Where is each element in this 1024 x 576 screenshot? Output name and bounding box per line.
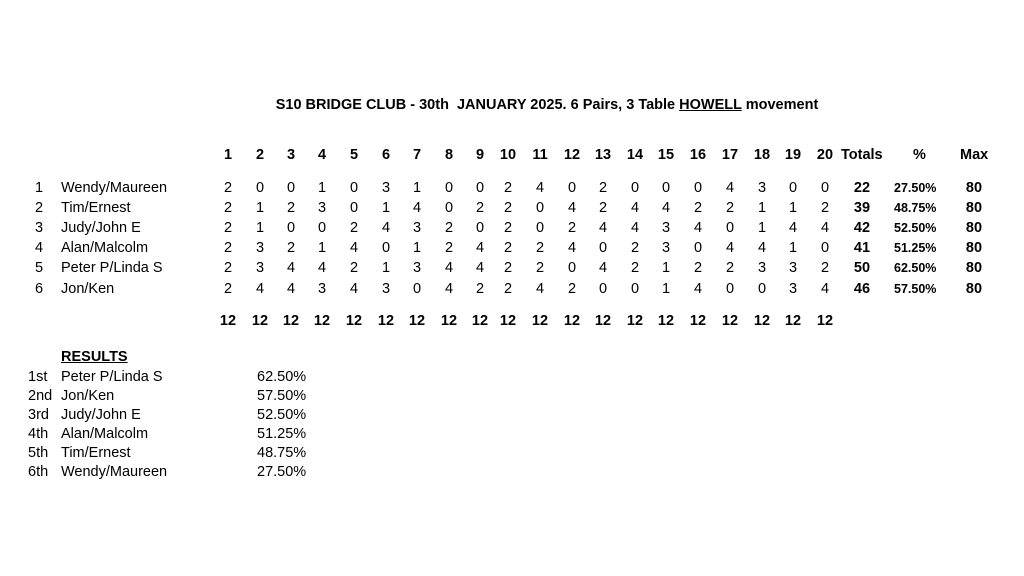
score-cell: 1: [317, 180, 327, 196]
score-cell: 3: [788, 281, 798, 297]
score-cell: 2: [223, 260, 233, 276]
score-cell: 2: [725, 200, 735, 216]
score-cell: 4: [475, 260, 485, 276]
score-cell: 4: [820, 220, 830, 236]
score-cell: 3: [788, 260, 798, 276]
score-cell: 1: [412, 180, 422, 196]
column-total: 12: [689, 313, 707, 329]
pair-name: Jon/Ken: [61, 281, 115, 297]
column-total: 12: [816, 313, 834, 329]
score-cell: 2: [349, 220, 359, 236]
result-percent: 51.25%: [257, 426, 307, 442]
board-header: 19: [784, 147, 802, 163]
pair-total: 22: [853, 180, 871, 196]
pair-max: 80: [965, 180, 983, 196]
column-total: 12: [251, 313, 269, 329]
score-cell: 1: [412, 240, 422, 256]
result-name: Jon/Ken: [61, 388, 115, 404]
board-header: 6: [381, 147, 391, 163]
column-total: 12: [531, 313, 549, 329]
result-percent: 52.50%: [257, 407, 307, 423]
score-cell: 2: [535, 260, 545, 276]
score-cell: 0: [255, 180, 265, 196]
column-total: 12: [657, 313, 675, 329]
score-cell: 3: [661, 240, 671, 256]
score-cell: 4: [661, 200, 671, 216]
score-cell: 2: [820, 260, 830, 276]
result-place: 6th: [28, 464, 49, 480]
result-percent: 57.50%: [257, 388, 307, 404]
score-cell: 3: [317, 200, 327, 216]
column-total: 12: [594, 313, 612, 329]
score-cell: 1: [757, 200, 767, 216]
score-cell: 0: [535, 200, 545, 216]
result-percent: 27.50%: [257, 464, 307, 480]
score-cell: 4: [693, 220, 703, 236]
pair-percent: 48.75%: [894, 201, 937, 215]
pair-total: 50: [853, 260, 871, 276]
pair-number: 5: [35, 260, 44, 276]
result-name: Alan/Malcolm: [61, 426, 149, 442]
score-cell: 0: [475, 180, 485, 196]
score-cell: 2: [630, 240, 640, 256]
score-cell: 2: [567, 220, 577, 236]
score-cell: 2: [475, 200, 485, 216]
column-total: 12: [626, 313, 644, 329]
board-header: 14: [626, 147, 644, 163]
score-cell: 4: [255, 281, 265, 297]
score-cell: 0: [444, 200, 454, 216]
score-cell: 0: [535, 220, 545, 236]
title-howell: HOWELL: [679, 97, 742, 113]
column-total: 12: [721, 313, 739, 329]
column-total: 12: [219, 313, 237, 329]
score-cell: 0: [725, 281, 735, 297]
score-cell: 0: [598, 240, 608, 256]
board-header: 7: [412, 147, 422, 163]
score-cell: 4: [412, 200, 422, 216]
page-title: [0, 97, 1024, 113]
title-suffix: movement: [741, 97, 819, 113]
score-cell: 1: [788, 240, 798, 256]
result-name: Judy/John E: [61, 407, 141, 423]
score-cell: 0: [820, 180, 830, 196]
score-cell: 2: [444, 240, 454, 256]
board-header: 8: [444, 147, 454, 163]
score-cell: 2: [503, 260, 513, 276]
result-place: 1st: [28, 369, 48, 385]
title-prefix: S10 BRIDGE CLUB - 30th JANUARY 2025. 6 Pairs, 3 Table: [275, 97, 680, 113]
score-cell: 0: [286, 180, 296, 196]
board-header: 20: [816, 147, 834, 163]
score-cell: 0: [788, 180, 798, 196]
score-cell: 2: [725, 260, 735, 276]
score-cell: 0: [567, 260, 577, 276]
pair-max: 80: [965, 281, 983, 297]
score-cell: 0: [381, 240, 391, 256]
score-cell: 4: [381, 220, 391, 236]
pair-max: 80: [965, 200, 983, 216]
score-cell: 1: [317, 240, 327, 256]
pair-max: 80: [965, 240, 983, 256]
pair-percent: 52.50%: [894, 221, 937, 235]
score-cell: 4: [444, 260, 454, 276]
column-total: 12: [440, 313, 458, 329]
pct-header: %: [913, 147, 926, 163]
score-cell: 4: [630, 200, 640, 216]
score-cell: 4: [630, 220, 640, 236]
score-cell: 2: [349, 260, 359, 276]
score-cell: 2: [630, 260, 640, 276]
pair-name: Judy/John E: [61, 220, 141, 236]
result-name: Wendy/Maureen: [61, 464, 168, 480]
score-cell: 1: [757, 220, 767, 236]
score-cell: 3: [381, 281, 391, 297]
result-percent: 48.75%: [257, 445, 307, 461]
score-cell: 2: [503, 281, 513, 297]
score-cell: 1: [255, 200, 265, 216]
board-header: 11: [532, 147, 548, 163]
score-cell: 3: [412, 220, 422, 236]
score-cell: 2: [503, 200, 513, 216]
score-cell: 4: [349, 240, 359, 256]
score-cell: 2: [535, 240, 545, 256]
score-cell: 3: [757, 260, 767, 276]
score-cell: 4: [693, 281, 703, 297]
score-cell: 0: [630, 281, 640, 297]
score-cell: 0: [567, 180, 577, 196]
score-cell: 2: [475, 281, 485, 297]
totals-header: Totals: [841, 147, 883, 163]
pair-percent: 51.25%: [894, 241, 937, 255]
pair-percent: 27.50%: [894, 181, 937, 195]
score-cell: 2: [286, 200, 296, 216]
score-cell: 2: [503, 180, 513, 196]
score-cell: 4: [535, 281, 545, 297]
pair-total: 39: [853, 200, 871, 216]
pair-number: 4: [35, 240, 44, 256]
result-name: Peter P/Linda S: [61, 369, 163, 385]
score-cell: 2: [598, 200, 608, 216]
pair-number: 3: [35, 220, 44, 236]
pair-number: 6: [35, 281, 44, 297]
column-total: 12: [282, 313, 300, 329]
board-header: 4: [317, 147, 327, 163]
max-header: Max: [960, 147, 989, 163]
score-cell: 1: [661, 260, 671, 276]
board-header: 5: [349, 147, 359, 163]
score-cell: 4: [349, 281, 359, 297]
results-heading: RESULTS: [61, 349, 128, 365]
pair-number: 2: [35, 200, 44, 216]
column-total: 12: [563, 313, 581, 329]
score-cell: 3: [757, 180, 767, 196]
score-cell: 1: [661, 281, 671, 297]
score-cell: 0: [412, 281, 422, 297]
score-cell: 3: [255, 260, 265, 276]
score-cell: 3: [381, 180, 391, 196]
result-percent: 62.50%: [257, 369, 307, 385]
pair-number: 1: [35, 180, 44, 196]
score-cell: 2: [567, 281, 577, 297]
pair-name: Peter P/Linda S: [61, 260, 163, 276]
score-cell: 2: [598, 180, 608, 196]
result-place: 2nd: [28, 388, 53, 404]
score-cell: 4: [444, 281, 454, 297]
board-header: 9: [475, 147, 485, 163]
score-cell: 4: [286, 281, 296, 297]
score-cell: 2: [444, 220, 454, 236]
score-cell: 2: [223, 180, 233, 196]
score-cell: 2: [693, 260, 703, 276]
score-cell: 2: [503, 240, 513, 256]
score-cell: 1: [381, 260, 391, 276]
score-cell: 2: [503, 220, 513, 236]
score-cell: 2: [223, 220, 233, 236]
score-cell: 4: [567, 200, 577, 216]
score-cell: 0: [444, 180, 454, 196]
board-header: 13: [594, 147, 612, 163]
score-cell: 2: [223, 200, 233, 216]
pair-percent: 62.50%: [894, 261, 937, 275]
score-cell: 0: [820, 240, 830, 256]
score-cell: 4: [567, 240, 577, 256]
column-total: 12: [408, 313, 426, 329]
score-cell: 0: [349, 180, 359, 196]
pair-total: 46: [853, 281, 871, 297]
pair-total: 42: [853, 220, 871, 236]
score-cell: 4: [725, 180, 735, 196]
score-cell: 4: [286, 260, 296, 276]
score-cell: 4: [317, 260, 327, 276]
score-cell: 0: [757, 281, 767, 297]
pair-name: Wendy/Maureen: [61, 180, 168, 196]
score-cell: 3: [255, 240, 265, 256]
score-cell: 4: [475, 240, 485, 256]
pair-max: 80: [965, 220, 983, 236]
column-total: 12: [784, 313, 802, 329]
score-cell: 4: [535, 180, 545, 196]
board-header: 17: [721, 147, 739, 163]
board-header: 10: [499, 147, 517, 163]
column-total: 12: [345, 313, 363, 329]
column-total: 12: [499, 313, 517, 329]
score-cell: 0: [661, 180, 671, 196]
score-cell: 0: [349, 200, 359, 216]
score-cell: 0: [475, 220, 485, 236]
pair-name: Tim/Ernest: [61, 200, 131, 216]
board-header: 15: [657, 147, 675, 163]
result-place: 3rd: [28, 407, 49, 423]
column-total: 12: [377, 313, 395, 329]
score-cell: 3: [412, 260, 422, 276]
board-header: 12: [563, 147, 581, 163]
score-cell: 4: [788, 220, 798, 236]
board-header: 3: [286, 147, 296, 163]
board-header: 2: [255, 147, 265, 163]
column-total: 12: [313, 313, 331, 329]
score-cell: 2: [693, 200, 703, 216]
score-cell: 2: [223, 240, 233, 256]
score-cell: 2: [223, 281, 233, 297]
score-cell: 3: [317, 281, 327, 297]
pair-total: 41: [853, 240, 871, 256]
score-cell: 1: [788, 200, 798, 216]
column-total: 12: [753, 313, 771, 329]
score-cell: 3: [661, 220, 671, 236]
score-cell: 4: [598, 220, 608, 236]
result-place: 4th: [28, 426, 49, 442]
column-total: 12: [471, 313, 489, 329]
score-cell: 1: [381, 200, 391, 216]
pair-name: Alan/Malcolm: [61, 240, 149, 256]
board-header: 18: [753, 147, 771, 163]
score-cell: 0: [693, 180, 703, 196]
score-cell: 0: [598, 281, 608, 297]
result-name: Tim/Ernest: [61, 445, 131, 461]
pair-percent: 57.50%: [894, 282, 937, 296]
score-cell: 2: [820, 200, 830, 216]
pair-max: 80: [965, 260, 983, 276]
score-cell: 4: [725, 240, 735, 256]
score-cell: 1: [255, 220, 265, 236]
score-cell: 4: [598, 260, 608, 276]
score-cell: 4: [757, 240, 767, 256]
result-place: 5th: [28, 445, 49, 461]
score-cell: 2: [286, 240, 296, 256]
score-cell: 0: [725, 220, 735, 236]
score-cell: 4: [820, 281, 830, 297]
score-cell: 0: [317, 220, 327, 236]
board-header: 16: [689, 147, 707, 163]
score-cell: 0: [693, 240, 703, 256]
score-cell: 0: [286, 220, 296, 236]
board-header: 1: [223, 147, 233, 163]
score-cell: 0: [630, 180, 640, 196]
